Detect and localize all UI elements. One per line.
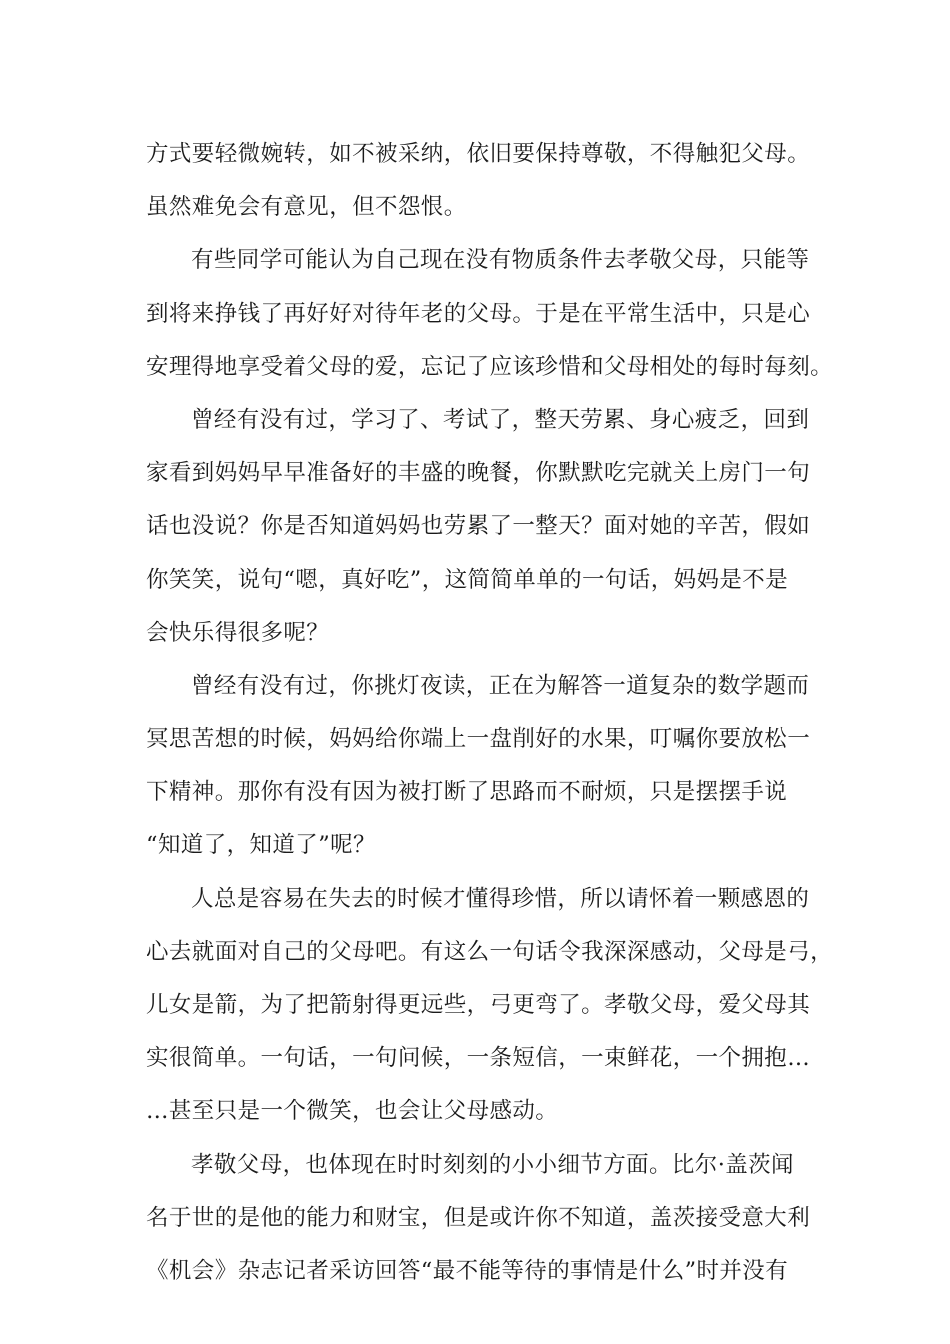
- text-line: 《机会》杂志记者采访回答“最不能等待的事情是什么”时并没有: [146, 1257, 789, 1284]
- text-line: 下精神。那你有没有因为被打断了思路而不耐烦，只是摆摆手说: [146, 779, 788, 806]
- text-line: 心去就面对自己的父母吧。有这么一句话令我深深感动，父母是弓，: [146, 938, 834, 965]
- text-line: 孝敬父母，也体现在时时刻刻的小小细节方面。比尔·盖茨闻: [191, 1151, 794, 1178]
- text-line: 你笑笑，说句“嗯，真好吃”，这简简单单的一句话，妈妈是不是: [146, 566, 789, 593]
- text-line: 冥思苦想的时候，妈妈给你端上一盘削好的水果，叮嘱你要放松一: [146, 726, 811, 753]
- text-line: 安理得地享受着父母的爱，忘记了应该珍惜和父母相处的每时每刻。: [146, 353, 834, 380]
- text-line: 话也没说？你是否知道妈妈也劳累了一整天？面对她的辛苦，假如: [146, 513, 811, 540]
- body-text: [146, 128, 834, 1298]
- text-line: 方式要轻微婉转，如不被采纳，依旧要保持尊敬，不得触犯父母。: [146, 141, 811, 167]
- text-line: “知道了，知道了”呢？: [146, 832, 376, 859]
- text-line: 儿女是箭，为了把箭射得更远些，弓更弯了。孝敬父母，爱父母其: [146, 992, 811, 1018]
- text-line: 人总是容易在失去的时候才懂得珍惜，所以请怀着一颗感恩的: [191, 885, 810, 912]
- text-line: 到将来挣钱了再好好对待年老的父母。于是在平常生活中，只是心: [146, 300, 811, 327]
- text-line: 名于世的是他的能力和财宝，但是或许你不知道，盖茨接受意大利: [146, 1204, 811, 1231]
- text-line: 会快乐得很多呢？: [146, 619, 330, 646]
- text-line: …甚至只是一个微笑，也会让父母感动。: [146, 1098, 559, 1125]
- text-line: 曾经有没有过，你挑灯夜读，正在为解答一道复杂的数学题而: [191, 672, 810, 699]
- text-line: 家看到妈妈早早准备好的丰盛的晚餐，你默默吃完就关上房门一句: [146, 460, 811, 487]
- text-line: 有些同学可能认为自己现在没有物质条件去孝敬父母，只能等: [191, 247, 810, 274]
- text-line: 实很简单。一句话，一句问候，一条短信，一束鲜花，一个拥抱…: [146, 1045, 811, 1072]
- text-line: 虽然难免会有意见，但不怨恨。: [146, 194, 467, 221]
- text-line: 曾经有没有过，学习了、考试了，整天劳累、身心疲乏，回到: [191, 406, 810, 433]
